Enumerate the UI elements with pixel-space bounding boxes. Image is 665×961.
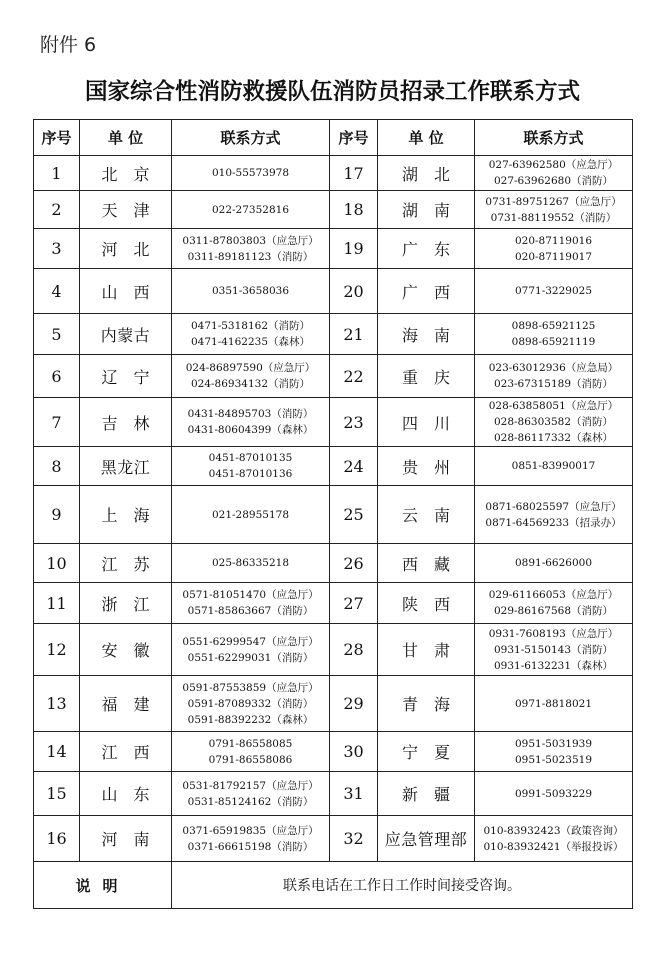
- row-number: 26: [330, 544, 378, 583]
- contact-cell: [172, 398, 330, 447]
- row-number: 30: [330, 732, 378, 772]
- unit-name: 吉林: [80, 398, 172, 447]
- contact-cell: [475, 624, 633, 676]
- phone-line: 0591-87553859（应急厅）: [182, 681, 319, 694]
- row-number: 16: [34, 816, 80, 862]
- row-number: 6: [34, 355, 80, 398]
- contact-cell: [172, 544, 330, 583]
- row-number: 1: [34, 156, 80, 191]
- contact-cell: [172, 447, 330, 486]
- phone-line: 0971-8818021: [514, 697, 593, 710]
- table-row: [34, 676, 633, 732]
- header-unit-right: 单 位: [378, 120, 475, 156]
- phone-line: 0931-6132231（森林）: [493, 659, 614, 672]
- row-number: 23: [330, 398, 378, 447]
- phone-line: 0791-86558085: [208, 737, 293, 750]
- row-number: 29: [330, 676, 378, 732]
- phone-line: 0951-5031939: [514, 737, 593, 750]
- phone-line: 025-86335218: [211, 557, 290, 569]
- unit-name: 江西: [80, 732, 172, 772]
- unit-name: 山东: [80, 772, 172, 816]
- note-row: [34, 862, 633, 909]
- phone-line: 010-55573978: [211, 167, 290, 179]
- row-number: 10: [34, 544, 80, 583]
- phone-line: 0471-4162235（森林）: [190, 336, 311, 348]
- unit-name: 内蒙古: [80, 314, 172, 355]
- phone-line: 022-27352816: [211, 203, 290, 216]
- table-row: [34, 624, 633, 676]
- unit-name: 山西: [80, 269, 172, 314]
- phone-line: 0551-62999547（应急厅）: [182, 635, 319, 648]
- row-number: 13: [34, 676, 80, 732]
- note-label: 说明: [34, 862, 172, 909]
- unit-name: 河南: [80, 816, 172, 862]
- contact-cell: [475, 447, 633, 486]
- contact-cell: [172, 314, 330, 355]
- phone-line: 0731-89751267（应急厅）: [485, 195, 622, 208]
- attachment-label: 附件 6: [40, 34, 97, 56]
- unit-name: 新疆: [378, 772, 475, 816]
- phone-line: 024-86897590（应急厅）: [185, 362, 316, 374]
- phone-line: 0871-64569233（招录办）: [485, 516, 622, 529]
- unit-name: 云南: [378, 486, 475, 544]
- phone-line: 0311-87803803（应急厅）: [182, 234, 319, 247]
- phone-line: 0371-66615198（消防）: [187, 840, 314, 853]
- unit-name: 辽宁: [80, 355, 172, 398]
- phone-line: 0891-6626000: [514, 557, 593, 569]
- header-contact-left: 联系方式: [172, 120, 330, 156]
- phone-line: 023-67315189（消防）: [493, 378, 614, 390]
- row-number: 28: [330, 624, 378, 676]
- contact-cell: [475, 156, 633, 191]
- row-number: 25: [330, 486, 378, 544]
- header-no-right: 序号: [330, 120, 378, 156]
- unit-name: 黑龙江: [80, 447, 172, 486]
- phone-line: 0871-68025597（应急厅）: [485, 500, 622, 513]
- phone-line: 023-63012936（应急局）: [488, 362, 619, 374]
- phone-line: 0351-3658036: [211, 285, 290, 297]
- phone-line: 0951-5023519: [514, 753, 593, 766]
- contact-cell: [172, 229, 330, 269]
- phone-line: 028-86117332（森林）: [493, 432, 614, 444]
- row-number: 21: [330, 314, 378, 355]
- phone-line: 0311-89181123（消防）: [187, 250, 314, 263]
- unit-name: 安徽: [80, 624, 172, 676]
- phone-line: 020-87119016: [514, 234, 593, 247]
- unit-name: 广东: [378, 229, 475, 269]
- phone-line: 0591-88392232（森林）: [187, 713, 314, 726]
- phone-line: 0851-83990017: [511, 460, 596, 472]
- phone-line: 010-83932421（举报投诉）: [483, 840, 624, 853]
- unit-name: 浙江: [80, 583, 172, 624]
- phone-line: 0551-62299031（消防）: [187, 651, 314, 664]
- unit-name: 青海: [378, 676, 475, 732]
- row-number: 11: [34, 583, 80, 624]
- row-number: 4: [34, 269, 80, 314]
- phone-line: 0898-65921119: [511, 336, 596, 348]
- phone-line: 029-61166053（应急厅）: [488, 589, 619, 601]
- contact-cell: [475, 398, 633, 447]
- phone-line: 0571-85863667（消防）: [187, 605, 314, 617]
- row-number: 14: [34, 732, 80, 772]
- table-row: [34, 447, 633, 486]
- unit-name: 河北: [80, 229, 172, 269]
- contact-cell: [172, 156, 330, 191]
- unit-name: 福建: [80, 676, 172, 732]
- unit-name: 宁夏: [378, 732, 475, 772]
- table-row: [34, 269, 633, 314]
- contact-cell: [172, 269, 330, 314]
- contacts-table: [33, 119, 633, 909]
- phone-line: 020-87119017: [514, 250, 593, 263]
- unit-name: 西藏: [378, 544, 475, 583]
- phone-line: 0531-81792157（应急厅）: [182, 779, 319, 792]
- contact-cell: [172, 355, 330, 398]
- unit-name: 湖南: [378, 191, 475, 229]
- row-number: 8: [34, 447, 80, 486]
- unit-name: 陕西: [378, 583, 475, 624]
- row-number: 3: [34, 229, 80, 269]
- row-number: 7: [34, 398, 80, 447]
- table-row: [34, 229, 633, 269]
- contact-cell: [475, 816, 633, 862]
- phone-line: 0531-85124162（消防）: [187, 795, 314, 808]
- contact-cell: [475, 269, 633, 314]
- contact-cell: [475, 583, 633, 624]
- contact-cell: [475, 229, 633, 269]
- unit-name: 应急管理部: [378, 816, 475, 862]
- unit-name: 海南: [378, 314, 475, 355]
- contact-cell: [172, 191, 330, 229]
- phone-line: 0431-80604399（森林）: [187, 424, 314, 436]
- row-number: 9: [34, 486, 80, 544]
- phone-line: 021-28955178: [211, 508, 290, 521]
- contact-cell: [172, 676, 330, 732]
- table-row: [34, 816, 633, 862]
- row-number: 20: [330, 269, 378, 314]
- contact-cell: [172, 486, 330, 544]
- contact-cell: [172, 816, 330, 862]
- table-row: [34, 583, 633, 624]
- phone-line: 0771-3229025: [514, 285, 593, 297]
- unit-name: 四川: [378, 398, 475, 447]
- header-unit-left: 单 位: [80, 120, 172, 156]
- unit-name: 上海: [80, 486, 172, 544]
- row-number: 15: [34, 772, 80, 816]
- row-number: 5: [34, 314, 80, 355]
- contact-cell: [172, 583, 330, 624]
- contact-cell: [475, 191, 633, 229]
- phone-line: 0571-81051470（应急厅）: [182, 589, 319, 601]
- phone-line: 0591-87089332（消防）: [187, 697, 314, 710]
- table-row: [34, 314, 633, 355]
- contact-cell: [172, 624, 330, 676]
- note-text: 联系电话在工作日工作时间接受咨询。: [172, 862, 633, 909]
- phone-line: 027-63962580（应急厅）: [488, 159, 619, 171]
- phone-line: 028-86303582（消防）: [493, 416, 614, 428]
- phone-line: 029-86167568（消防）: [493, 605, 614, 617]
- unit-name: 湖北: [378, 156, 475, 191]
- phone-line: 0431-84895703（消防）: [187, 408, 314, 420]
- phone-line: 0898-65921125: [511, 320, 596, 332]
- unit-name: 贵州: [378, 447, 475, 486]
- phone-line: 0471-5318162（消防）: [190, 320, 311, 332]
- contact-cell: [475, 314, 633, 355]
- header-no-left: 序号: [34, 120, 80, 156]
- document-title: 国家综合性消防救援队伍消防员招录工作联系方式: [84, 79, 580, 105]
- unit-name: 甘肃: [378, 624, 475, 676]
- table-row: [34, 772, 633, 816]
- row-number: 18: [330, 191, 378, 229]
- row-number: 19: [330, 229, 378, 269]
- row-number: 12: [34, 624, 80, 676]
- table-row: [34, 355, 633, 398]
- phone-line: 0731-88119552（消防）: [490, 211, 617, 224]
- phone-line: 024-86934132（消防）: [190, 378, 311, 390]
- phone-line: 0931-5150143（消防）: [493, 643, 614, 656]
- row-number: 24: [330, 447, 378, 486]
- contact-cell: [475, 732, 633, 772]
- phone-line: 0791-86558086: [208, 753, 293, 766]
- table-row: [34, 486, 633, 544]
- contact-cell: [475, 676, 633, 732]
- phone-line: 0991-5093229: [514, 787, 593, 800]
- unit-name: 重庆: [378, 355, 475, 398]
- header-contact-right: 联系方式: [475, 120, 633, 156]
- table-header-row: [34, 120, 633, 156]
- unit-name: 北京: [80, 156, 172, 191]
- table-row: [34, 156, 633, 191]
- row-number: 22: [330, 355, 378, 398]
- contact-cell: [475, 486, 633, 544]
- table-row: [34, 398, 633, 447]
- row-number: 31: [330, 772, 378, 816]
- phone-line: 028-63858051（应急厅）: [488, 400, 619, 412]
- phone-line: 0371-65919835（应急厅）: [182, 824, 319, 837]
- table-row: [34, 191, 633, 229]
- table-row: [34, 544, 633, 583]
- phone-line: 0451-87010136: [208, 468, 293, 480]
- contact-cell: [172, 732, 330, 772]
- phone-line: 0931-7608193（应急厅）: [488, 627, 619, 640]
- phone-line: 0451-87010135: [208, 452, 293, 464]
- unit-name: 江苏: [80, 544, 172, 583]
- row-number: 27: [330, 583, 378, 624]
- unit-name: 广西: [378, 269, 475, 314]
- table-row: [34, 732, 633, 772]
- phone-line: 027-63962680（消防）: [493, 175, 614, 187]
- row-number: 17: [330, 156, 378, 191]
- contact-cell: [475, 544, 633, 583]
- row-number: 2: [34, 191, 80, 229]
- unit-name: 天津: [80, 191, 172, 229]
- row-number: 32: [330, 816, 378, 862]
- contact-cell: [475, 772, 633, 816]
- contact-cell: [172, 772, 330, 816]
- phone-line: 010-83932423（政策咨询）: [483, 824, 624, 837]
- contact-cell: [475, 355, 633, 398]
